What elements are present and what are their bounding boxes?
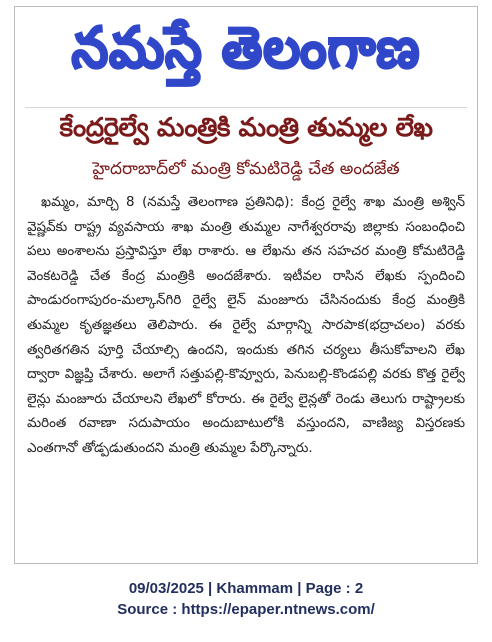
footer-date-edition-page: 09/03/2025 | Khammam | Page : 2 — [128, 580, 364, 597]
newspaper-clipping — [14, 6, 478, 564]
article-headline: కేంద్రరైల్వే మంత్రికి మంత్రి తుమ్మల లేఖ — [59, 113, 433, 143]
masthead — [15, 7, 477, 103]
article-subheadline: హైదరాబాద్‌లో మంత్రి కోమటిరెడ్డి చేత అందజేత — [92, 159, 400, 179]
masthead-title: నమస్తే తెలంగాణ — [71, 15, 421, 81]
masthead-divider — [25, 107, 467, 108]
article-body: ఖమ్మం, మార్చి 8 (నమస్తే తెలంగాణ ప్రతినిధి): కేంద్ర రైల్వే శాఖ మంత్రి అశ్విన్ వైష్ణవ్‌కు రాష్ట్ర వ్యవసాయ శాఖ మంత్రి తుమ్మల నాగేశ్వరరావు జిల్లాకు సంబంధించి పలు అంశాలను ప్రస్తావిస్తూ లేఖ రాశారు. ఆ లేఖను తన సహచర మంత్రి కోమటిరెడ్డి వెంకటరెడ్డి చేత కేంద్ర మంత్రికి అందజేశారు. ఇటీవల రాసిన లేఖకు స్పందించి పాండురంగాపురం-మల్కాన్‌గిరి రైల్వే లైన్ మంజూరు చేసినందుకు కేంద్ర మంత్రికి తుమ్మల కృతజ్ఞతలు తెలిపారు. ఈ రైల్వే మార్గాన్ని సారపాక(భద్రాచలం) వరకు త్వరితగతిన పూర్తి చేయాల్సి ఉందని, ఇందుకు తగిన చర్యలు తీసుకోవాలని లేఖ ద్వారా విజ్ఞప్తి చేశారు. అలాగే సత్తుపల్లి-కొవ్వూరు, పెనుబల్లి-కొండపల్లి వరకు కొత్త రైల్వే లైన్లు మంజూరు చేయాలని లేఖలో కోరారు. ఈ రైల్వే లైన్లతో రెండు తెలుగు రాష్ట్రాలకు మరింత రవాణా సదుపాయం అందుబాటులోకి వస్తుందని, వాణిజ్య విస్తరణకు ఎంతగానో తోడ్పడుతుందని మంత్రి తుమ్మల పేర్కొన్నారు. — [27, 195, 465, 456]
footer-source: Source : https://epaper.ntnews.com/ — [117, 601, 375, 618]
